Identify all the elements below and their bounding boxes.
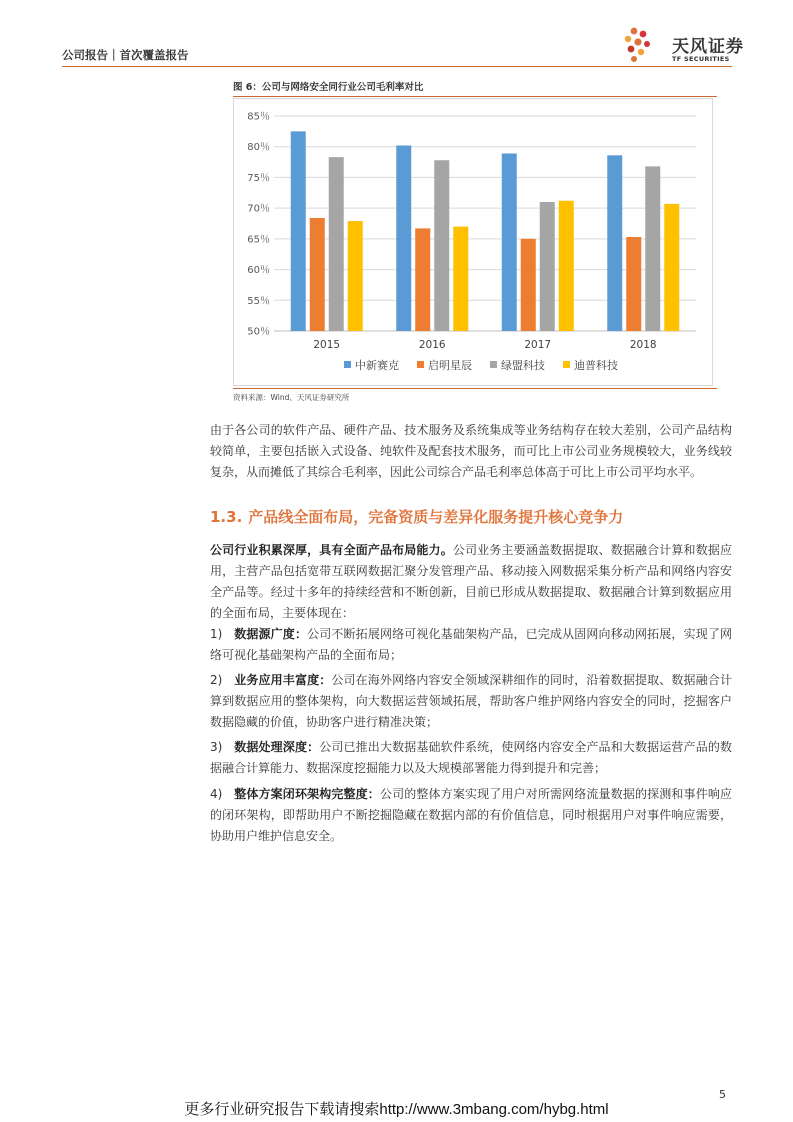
legend-label: 中新赛克: [355, 359, 399, 372]
bar-chart: [234, 99, 712, 385]
section-heading: [210, 506, 629, 527]
list-item: [210, 670, 732, 733]
legend-swatch: [490, 361, 497, 368]
legend-swatch: [563, 361, 570, 368]
figure-source: 资料来源：Wind、天风证券研究所: [233, 393, 350, 402]
y-tick-label: 50％: [247, 326, 270, 338]
list-item-lead: 数据源广度：: [234, 627, 308, 641]
legend-label: 绿盟科技: [501, 359, 545, 372]
page-number: 5: [719, 1088, 726, 1101]
list-item-lead: 数据处理深度：: [234, 740, 320, 754]
section-number: 1.3.: [210, 508, 243, 526]
bar-中新赛克: [502, 153, 517, 331]
y-tick-label: 60％: [247, 265, 270, 277]
list-item-text: 公司不断拓展网络可视化基础架构产品，已完成从固网向移动网拓展，实现了网络可视化基础架构产品的全面布局；: [210, 627, 732, 662]
logo-english-text: TF SECURITIES: [672, 55, 730, 63]
paragraph-gross-margin: 由于各公司的软件产品、硬件产品、技术服务及系统集成等业务结构存在较大差别，公司产品结构较简单，主要包括嵌入式设备、纯软件及配套技术服务，而可比上市公司业务规模较大，业务线较复杂，从而摊低了其综合毛利率，因此公司综合产品毛利率总体高于可比上市公司平均水平。: [210, 423, 732, 479]
x-tick-label: 2015: [313, 339, 341, 351]
y-tick-label: 70％: [247, 203, 270, 215]
legend-label: 迪普科技: [574, 359, 618, 372]
y-tick-label: 80％: [247, 142, 270, 154]
bar-启明星辰: [415, 228, 430, 331]
chart-frame: [233, 98, 713, 386]
legend-swatch: [417, 361, 424, 368]
logo-chinese-text: 天风证券: [672, 37, 744, 57]
figure-title: 图 6：公司与网络安全同行业公司毛利率对比: [233, 82, 424, 93]
list-item: [210, 737, 732, 779]
list-item-number: 1): [210, 627, 223, 641]
bar-迪普科技: [348, 221, 363, 331]
bar-中新赛克: [396, 145, 411, 331]
bar-绿盟科技: [434, 160, 449, 331]
bar-绿盟科技: [329, 157, 344, 331]
bar-启明星辰: [521, 239, 536, 331]
list-item-number: 4): [210, 787, 223, 801]
list-item-text: 公司的整体方案实现了用户对所需网络流量数据的探测和事件响应的闭环架构，即帮助用户不断挖掘隐藏在数据内部的有价值信息，同时根据用户对事件响应需要，协助用户维护信息安全。: [210, 787, 732, 843]
x-tick-label: 2017: [524, 339, 552, 351]
y-tick-label: 55％: [247, 295, 270, 307]
y-tick-label: 75％: [247, 172, 270, 184]
bar-启明星辰: [626, 237, 641, 331]
y-tick-label: 85％: [247, 111, 270, 123]
figure-bottom-rule: [233, 388, 717, 389]
list-item: [210, 624, 732, 666]
list-item-lead: 业务应用丰富度：: [234, 673, 332, 687]
list-item-number: 2): [210, 673, 223, 687]
legend-label: 启明星辰: [428, 359, 472, 372]
list-item-text: 公司已推出大数据基础软件系统，使网络内容安全产品和大数据运营产品的数据融合计算能力、数据深度挖掘能力以及大规模部署能力得到提升和完善；: [210, 740, 732, 775]
bar-绿盟科技: [645, 166, 660, 331]
footer-download-link[interactable]: 更多行业研究报告下载请搜索http://www.3mbang.com/hybg.html: [184, 1101, 609, 1118]
report-type-label: 公司报告｜首次覆盖报告: [62, 48, 189, 62]
y-tick-label: 65％: [247, 234, 270, 246]
bar-迪普科技: [453, 227, 468, 331]
x-tick-label: 2018: [629, 339, 657, 351]
legend-swatch: [344, 361, 351, 368]
bar-启明星辰: [310, 218, 325, 331]
list-item-lead: 整体方案闭环架构完整度：: [234, 787, 380, 801]
section-title: 产品线全面布局，完备资质与差异化服务提升核心竞争力: [248, 508, 624, 526]
bar-迪普科技: [664, 204, 679, 331]
bar-中新赛克: [291, 131, 306, 331]
x-tick-label: 2016: [418, 339, 446, 351]
figure-top-rule: [233, 96, 717, 97]
overview-lead: 公司行业积累深厚，具有全面产品布局能力。: [210, 543, 453, 557]
bar-迪普科技: [559, 201, 574, 331]
list-item: [210, 784, 732, 847]
list-item-number: 3): [210, 740, 223, 754]
list-item-text: 公司在海外网络内容安全领域深耕细作的同时，沿着数据提取、数据融合计算到数据应用的整体架构，向大数据运营领域拓展，帮助客户维护网络内容安全的同时，挖掘客户数据隐藏的价值，协助客户进行精准决策；: [210, 673, 732, 729]
bar-绿盟科技: [540, 202, 555, 331]
overview-text: 公司业务主要涵盖数据提取、数据融合计算和数据应用，主营产品包括宽带互联网数据汇聚分发管理产品、移动接入网数据采集分析产品和网络内容安全产品等。经过十多年的持续经营和不断创新，目前已形成从数据提取、数据融合计算到数据应用的全面布局，主要体现在：: [210, 543, 732, 620]
paragraph-overview: [210, 540, 732, 624]
bar-中新赛克: [607, 155, 622, 331]
